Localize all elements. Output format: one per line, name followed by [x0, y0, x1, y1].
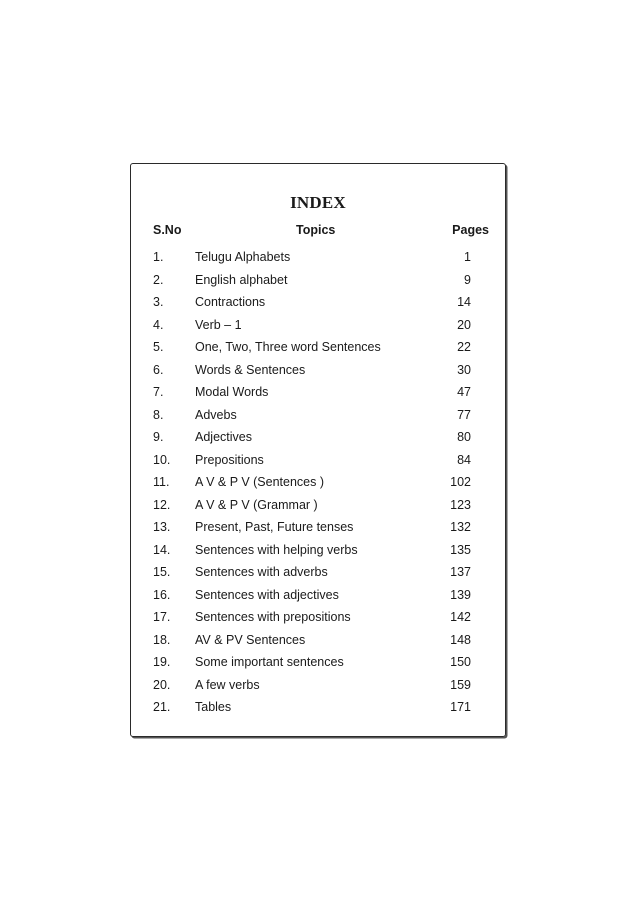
row-sno: 18.	[153, 632, 171, 647]
header-sno: S.No	[153, 223, 182, 237]
row-sno: 2.	[153, 272, 164, 287]
row-page: 150	[450, 655, 471, 669]
row-page: 22	[457, 340, 471, 354]
row-page: 171	[450, 700, 471, 714]
index-row	[131, 314, 505, 337]
row-page: 137	[450, 565, 471, 579]
header-topics: Topics	[296, 223, 336, 237]
row-page: 84	[457, 452, 471, 467]
index-row	[131, 246, 505, 269]
row-sno: 14.	[153, 542, 171, 557]
index-row	[131, 696, 505, 719]
row-sno: 21.	[153, 700, 171, 714]
index-row	[131, 494, 505, 517]
row-topic: Tables	[195, 700, 232, 714]
header-pages: Pages	[452, 223, 489, 237]
row-page: 132	[450, 520, 471, 534]
row-topic: Sentences with prepositions	[195, 610, 351, 624]
row-topic: English alphabet	[195, 272, 288, 287]
index-row	[131, 291, 505, 314]
index-row	[131, 539, 505, 562]
row-page: 135	[450, 542, 471, 557]
row-topic: Contractions	[195, 295, 266, 309]
index-row	[131, 651, 505, 674]
row-page: 159	[450, 677, 471, 692]
row-topic: A V & P V (Sentences )	[195, 475, 325, 489]
row-sno: 6.	[153, 362, 164, 377]
row-sno: 13.	[153, 520, 171, 534]
row-topic: One, Two, Three word Sentences	[195, 340, 381, 354]
row-page: 14	[457, 295, 471, 309]
row-topic: A few verbs	[195, 677, 260, 692]
index-row	[131, 404, 505, 427]
row-topic: Telugu Alphabets	[195, 250, 291, 264]
table-header	[131, 223, 505, 241]
row-sno: 7.	[153, 385, 164, 399]
index-row	[131, 516, 505, 539]
row-page: 80	[457, 430, 471, 444]
row-sno: 19.	[153, 655, 171, 669]
row-page: 30	[457, 362, 471, 377]
row-sno: 16.	[153, 587, 171, 602]
row-sno: 3.	[153, 295, 164, 309]
row-topic: Sentences with helping verbs	[195, 542, 358, 557]
index-row	[131, 426, 505, 449]
row-topic: Verb – 1	[195, 317, 242, 332]
row-topic: Adjectives	[195, 430, 252, 444]
index-row	[131, 584, 505, 607]
row-page: 20	[457, 317, 471, 332]
row-topic: Sentences with adverbs	[195, 565, 328, 579]
row-sno: 15.	[153, 565, 171, 579]
row-sno: 4.	[153, 317, 164, 332]
row-page: 77	[457, 407, 471, 422]
index-row	[131, 471, 505, 494]
row-sno: 20.	[153, 677, 171, 692]
row-sno: 10.	[153, 452, 171, 467]
row-sno: 12.	[153, 497, 171, 512]
row-page: 123	[450, 497, 471, 512]
row-topic: Prepositions	[195, 452, 264, 467]
index-row	[131, 336, 505, 359]
index-title: INDEX	[290, 193, 346, 212]
row-topic: Some important sentences	[195, 655, 344, 669]
row-page: 102	[450, 475, 471, 489]
row-page: 9	[464, 272, 471, 287]
row-page: 142	[450, 610, 471, 624]
row-topic: Modal Words	[195, 385, 269, 399]
row-topic: Present, Past, Future tenses	[195, 520, 354, 534]
row-sno: 5.	[153, 340, 164, 354]
row-sno: 1.	[153, 250, 164, 264]
index-row	[131, 629, 505, 652]
row-topic: A V & P V (Grammar )	[195, 497, 318, 512]
index-row	[131, 269, 505, 292]
row-page: 1	[464, 250, 471, 264]
index-row	[131, 449, 505, 472]
row-sno: 17.	[153, 610, 171, 624]
row-sno: 9.	[153, 430, 164, 444]
row-page: 47	[457, 385, 471, 399]
index-frame	[130, 163, 506, 737]
index-row	[131, 561, 505, 584]
row-page: 148	[450, 632, 471, 647]
row-page: 139	[450, 587, 471, 602]
row-topic: Advebs	[195, 407, 237, 422]
row-sno: 8.	[153, 407, 164, 422]
row-sno: 11.	[153, 475, 170, 489]
index-row	[131, 674, 505, 697]
index-row	[131, 381, 505, 404]
row-topic: Words & Sentences	[195, 362, 306, 377]
index-row	[131, 359, 505, 382]
index-row	[131, 606, 505, 629]
row-topic: Sentences with adjectives	[195, 587, 339, 602]
index-rows	[131, 246, 505, 719]
row-topic: AV & PV Sentences	[195, 632, 306, 647]
